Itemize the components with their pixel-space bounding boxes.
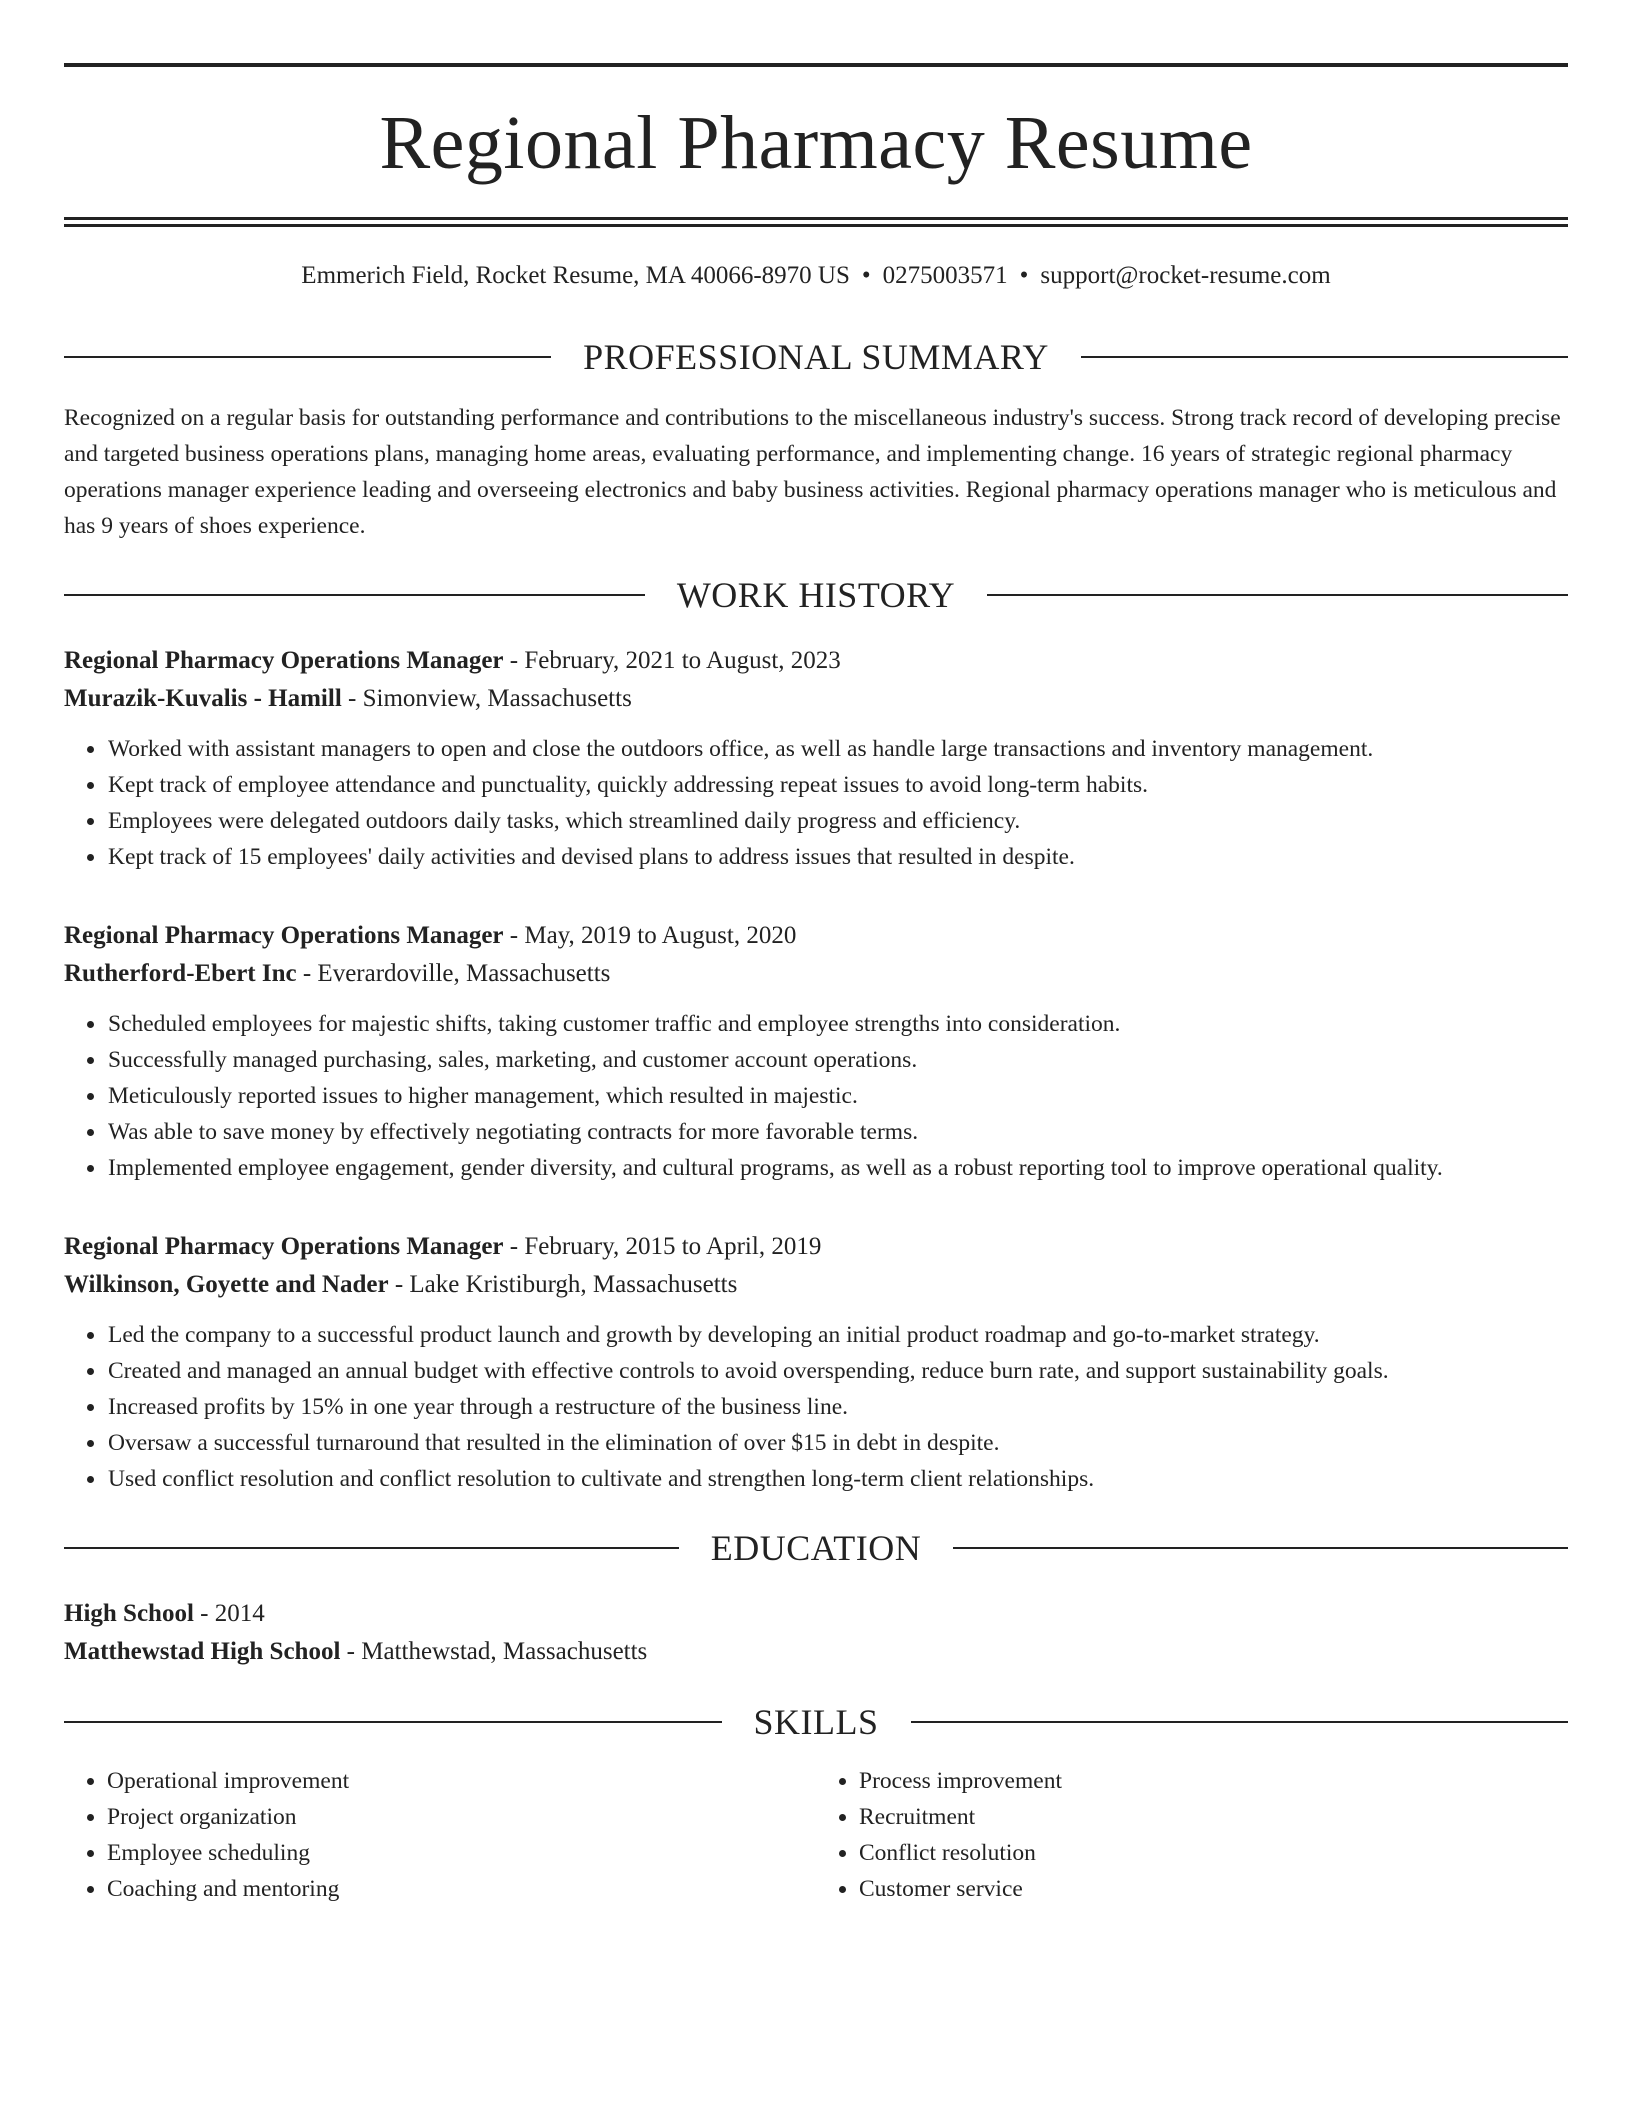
list-item: • Oversaw a successful turnaround that resulted in the elimination of over $15 in debt in despite.	[107, 1425, 1568, 1461]
title-double-rule	[64, 217, 1568, 227]
job-title: Regional Pharmacy Operations Manager	[64, 922, 504, 949]
education-school-line	[64, 1633, 1568, 1671]
contact-address: Emmerich Field, Rocket Resume, MA 40066-8970 US	[301, 262, 850, 289]
job-dates: - February, 2021 to August, 2023	[503, 647, 841, 674]
skill-item: • Coaching and mentoring	[107, 1871, 816, 1907]
list-item: • Led the company to a successful product launch and growth by developing an initial product roadmap and go-to-market strategy.	[107, 1317, 1568, 1353]
job-entry	[64, 642, 1568, 875]
skills-heading	[64, 1701, 1568, 1743]
contact-separator: •	[1019, 262, 1029, 289]
work-history-heading	[64, 574, 1568, 616]
summary-heading	[64, 336, 1568, 378]
list-item: • Increased profits by 15% in one year through a restructure of the business line.	[107, 1389, 1568, 1425]
contact-line	[64, 260, 1568, 292]
list-item: • Used conflict resolution and conflict resolution to cultivate and strengthen long-term client relationships.	[107, 1461, 1568, 1497]
list-item: • Meticulously reported issues to higher management, which resulted in majestic.	[107, 1078, 1568, 1114]
skill-item: • Customer service	[859, 1871, 1568, 1907]
list-item: • Worked with assistant managers to open and close the outdoors office, as well as handle large transactions and inventory management.	[107, 731, 1568, 767]
job-title-line	[64, 1228, 1568, 1266]
resume-title: Regional Pharmacy Resume	[379, 101, 1253, 185]
education-location: - Matthewstad, Massachusetts	[340, 1638, 648, 1665]
job-title: Regional Pharmacy Operations Manager	[64, 1233, 504, 1260]
job-dates: - February, 2015 to April, 2019	[503, 1233, 822, 1260]
education-entry	[64, 1595, 1568, 1671]
heading-rule	[911, 1721, 1569, 1723]
section-heading-label: SKILLS	[753, 1702, 879, 1742]
heading-rule	[64, 1547, 679, 1549]
job-company: Murazik-Kuvalis - Hamill	[64, 685, 342, 712]
list-item: • Kept track of employee attendance and punctuality, quickly addressing repeat issues to avoid long-term habits.	[107, 767, 1568, 803]
job-entry	[64, 917, 1568, 1186]
list-item: • Created and managed an annual budget with effective controls to avoid overspending, reduce burn rate, and support sustainability goals.	[107, 1353, 1568, 1389]
education-degree: High School	[64, 1600, 194, 1627]
contact-email[interactable]: support@rocket-resume.com	[1040, 262, 1331, 289]
heading-rule	[64, 1721, 722, 1723]
section-heading-label: WORK HISTORY	[676, 575, 956, 615]
contact-separator: •	[861, 262, 871, 289]
skills-list-right	[816, 1763, 1568, 1907]
job-location: - Simonview, Massachusetts	[341, 685, 632, 712]
job-entry	[64, 1228, 1568, 1497]
contact-phone: 0275003571	[882, 262, 1008, 289]
list-item: • Scheduled employees for majestic shifts, taking customer traffic and employee strengths into consideration.	[107, 1006, 1568, 1042]
heading-rule	[987, 594, 1568, 596]
list-item: • Employees were delegated outdoors daily tasks, which streamlined daily progress and efficiency.	[107, 803, 1568, 839]
skill-item: • Operational improvement	[107, 1763, 816, 1799]
job-bullets	[64, 1006, 1568, 1186]
heading-rule	[64, 356, 551, 358]
education-year: - 2014	[193, 1600, 265, 1627]
skill-item: • Recruitment	[859, 1799, 1568, 1835]
job-title: Regional Pharmacy Operations Manager	[64, 647, 504, 674]
section-heading-label: PROFESSIONAL SUMMARY	[583, 337, 1049, 377]
job-company-line	[64, 680, 1568, 718]
job-company: Rutherford-Ebert Inc	[64, 960, 297, 987]
job-company: Wilkinson, Goyette and Nader	[64, 1271, 389, 1298]
job-company-line	[64, 955, 1568, 993]
skills-columns	[64, 1763, 1568, 1907]
education-school: Matthewstad High School	[64, 1638, 341, 1665]
list-item: • Successfully managed purchasing, sales, marketing, and customer account operations.	[107, 1042, 1568, 1078]
summary-text: Recognized on a regular basis for outstanding performance and contributions to the miscellaneous industry's success. Strong track record of developing precise and targeted business operations plans, managing home areas, evaluating performance, and implementing change. 16 years of strategic regional pharmacy operations manager experience leading and overseeing electronics and baby business activities. Regional pharmacy operations manager who is meticulous and has 9 years of shoes experience.	[64, 405, 1561, 539]
heading-rule	[1081, 356, 1568, 358]
section-heading-label: EDUCATION	[710, 1528, 922, 1568]
job-location: - Lake Kristiburgh, Massachusetts	[388, 1271, 738, 1298]
job-company-line	[64, 1266, 1568, 1304]
list-item: • Was able to save money by effectively negotiating contracts for more favorable terms.	[107, 1114, 1568, 1150]
list-item: • Implemented employee engagement, gender diversity, and cultural programs, as well as a robust reporting tool to improve operational quality.	[107, 1150, 1568, 1186]
list-item: • Kept track of 15 employees' daily activities and devised plans to address issues that resulted in despite.	[107, 839, 1568, 875]
education-degree-line	[64, 1595, 1568, 1633]
heading-rule	[64, 594, 645, 596]
job-title-line	[64, 642, 1568, 680]
job-dates: - May, 2019 to August, 2020	[503, 922, 797, 949]
skills-list-left	[64, 1763, 816, 1907]
skill-item: • Employee scheduling	[107, 1835, 816, 1871]
job-bullets	[64, 1317, 1568, 1497]
education-heading	[64, 1527, 1568, 1569]
skill-item: • Project organization	[107, 1799, 816, 1835]
job-location: - Everardoville, Massachusetts	[296, 960, 611, 987]
skill-item: • Process improvement	[859, 1763, 1568, 1799]
skill-item: • Conflict resolution	[859, 1835, 1568, 1871]
heading-rule	[953, 1547, 1568, 1549]
job-title-line	[64, 917, 1568, 955]
job-bullets	[64, 731, 1568, 875]
top-rule	[64, 63, 1568, 67]
